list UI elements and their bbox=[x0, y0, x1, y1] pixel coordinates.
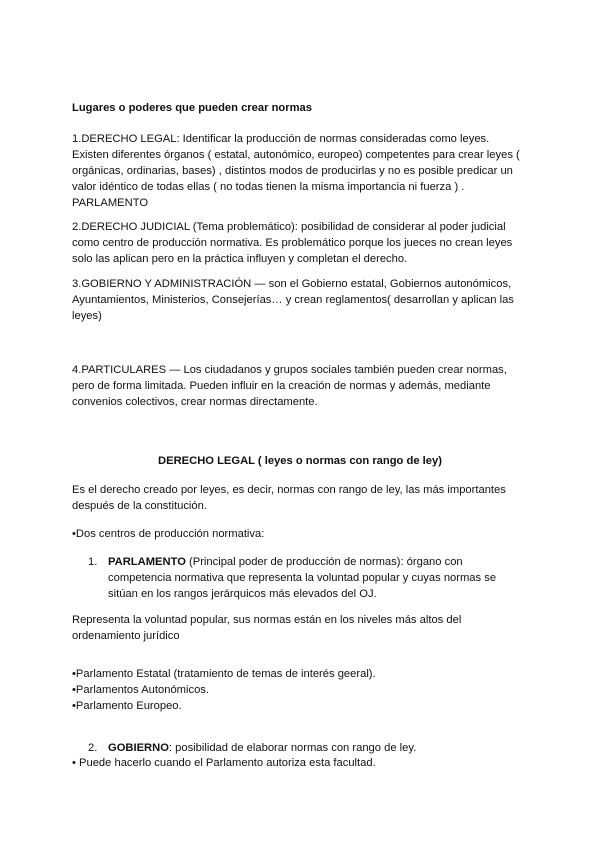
item-number: 1. bbox=[88, 556, 98, 568]
item-body bbox=[108, 740, 528, 756]
paragraph-particulares: 4.PARTICULARES — Los ciudadanos y grupos sociales también pueden crear normas, pero de forma limitada. Pueden influir en la creación de normas y además, mediante convenios colectivos, crear normas directamente. bbox=[72, 364, 507, 408]
paragraph-derecho-legal: 1.DERECHO LEGAL: Identificar la producción de normas consideradas como leyes. Existen diferentes órganos ( estatal, autonómico, europeo) competentes para crear leyes ( orgánicas, ordinarias, bases) , distintos modos de producirlas y no es posible predicar un valor idéntico de todas ellas ( no todas tienen la misma importancia ni fuerza ) . PARLAMENTO bbox=[72, 133, 520, 209]
item-text: (Principal poder de producción de normas): órgano con competencia normativa que representa la voluntad popular y cuyas normas se sitúan en los rangos jerárquicos más elevados del OJ. bbox=[108, 556, 497, 600]
document-title: Lugares o poderes que pueden crear normas bbox=[72, 102, 312, 114]
parlamento-list bbox=[72, 666, 522, 714]
item-heading: GOBIERNO bbox=[108, 742, 169, 754]
item-heading: PARLAMENTO bbox=[108, 556, 186, 568]
section-intro: Es el derecho creado por leyes, es decir, normas con rango de ley, las más importantes después de la constitución. bbox=[72, 484, 506, 512]
paragraph-gobierno-administracion: 3.GOBIERNO Y ADMINISTRACIÓN — son el Gobierno estatal, Gobiernos autonómicos, Ayuntamientos, Ministerios, Consejerías… y crean reglamentos( desarrollan y aplican las leyes) bbox=[72, 278, 514, 322]
numbered-item-gobierno bbox=[88, 740, 528, 756]
section-title: DERECHO LEGAL ( leyes o normas con rango de ley) bbox=[158, 455, 442, 467]
numbered-item-parlamento bbox=[88, 554, 528, 602]
paragraph-derecho-judicial: 2.DERECHO JUDICIAL (Tema problemático): posibilidad de considerar al poder judicial como centro de producción normativa. Es problemático porque los jueces no crean leyes solo las aplican pero en la práctica influyen y completan el derecho. bbox=[72, 221, 513, 265]
parlamento-note: Representa la voluntad popular, sus normas están en los niveles más altos del ordenamiento jurídico bbox=[72, 614, 462, 642]
item-text: : posibilidad de elaborar normas con rango de ley. bbox=[168, 742, 417, 754]
list-item: •Parlamento Estatal (tratamiento de temas de interés geeral). bbox=[72, 668, 376, 680]
item-body bbox=[108, 554, 528, 602]
item-number: 2. bbox=[88, 742, 98, 754]
gobierno-note: • Puede hacerlo cuando el Parlamento autoriza esta facultad. bbox=[72, 757, 376, 769]
list-item: •Parlamento Europeo. bbox=[72, 700, 182, 712]
centers-label: •Dos centros de producción normativa: bbox=[72, 528, 265, 540]
list-item: •Parlamentos Autonómicos. bbox=[72, 684, 209, 696]
